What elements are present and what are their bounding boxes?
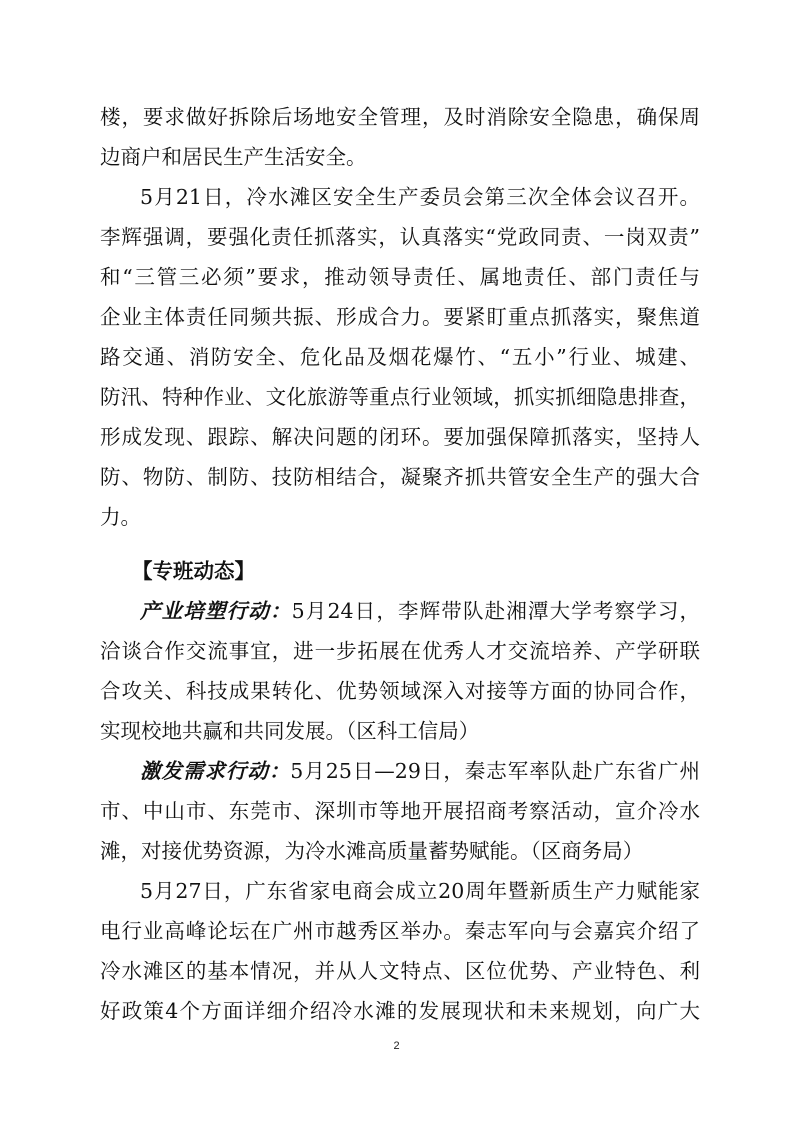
paragraph-line: 市、中山市、东莞市、深圳市等地开展招商考察活动，宣介冷水 — [100, 799, 700, 823]
paragraph-line: 企业主体责任同频共振、形成合力。要紧盯重点抓落实，聚焦道 — [100, 305, 700, 329]
paragraph-line: 洽谈合作交流事宜，进一步拓展在优秀人才交流培养、产学研联 — [100, 639, 700, 663]
paragraph-line: 滩，对接优势资源，为冷水滩高质量蓄势赋能。（区商务局） — [100, 839, 644, 863]
paragraph-line: 好政策4个方面详细介绍冷水滩的发展现状和未来规划，向广大 — [100, 999, 700, 1023]
paragraph-line: 5月27日，广东省家电商会成立20周年暨新质生产力赋能家 — [140, 879, 700, 903]
paragraph-line: 防、物防、制防、技防相结合，凝聚齐抓共管安全生产的强大合 — [100, 465, 700, 489]
page-number: 2 — [393, 1040, 400, 1052]
paragraph-line: 形成发现、跟踪、解决问题的闭环。要加强保障抓落实，坚持人 — [100, 425, 700, 449]
paragraph-line: 合攻关、科技成果转化、优势领域深入对接等方面的协同合作， — [100, 679, 700, 703]
item-first-line — [140, 751, 700, 791]
paragraph-line: 李辉强调，要强化责任抓落实，认真落实“党政同责、一岗双责” — [100, 225, 700, 249]
paragraph-line: 5月21日，冷水滩区安全生产委员会第三次全体会议召开。 — [140, 185, 700, 209]
paragraph-line: 电行业高峰论坛在广州市越秀区举办。秦志军向与会嘉宾介绍了 — [100, 919, 700, 943]
item-first-line — [140, 591, 700, 631]
item-text: 5月24日，李辉带队赴湘潭大学考察学习， — [291, 599, 700, 623]
item-label: 激发需求行动： — [140, 759, 291, 783]
paragraph-line: 防汛、特种作业、文化旅游等重点行业领域，抓实抓细隐患排查， — [100, 385, 700, 409]
paragraph-line: 冷水滩区的基本情况，并从人文特点、区位优势、产业特色、利 — [100, 959, 700, 983]
paragraph-line: 边商户和居民生产生活安全。 — [100, 145, 367, 169]
paragraph-line: 路交通、消防安全、危化品及烟花爆竹、“五小”行业、城建、 — [100, 345, 700, 369]
paragraph-line: 楼，要求做好拆除后场地安全管理，及时消除安全隐患，确保周 — [100, 105, 700, 129]
paragraph-line: 实现校地共赢和共同发展。（区科工信局） — [100, 719, 480, 743]
item-text: 5月25日—29日，秦志军率队赴广东省广州 — [290, 759, 701, 783]
paragraph-line: 和“三管三必须”要求，推动领导责任、属地责任、部门责任与 — [100, 265, 700, 289]
section-heading: 【专班动态】 — [132, 559, 255, 583]
paragraph-line: 力。 — [100, 505, 141, 529]
item-label: 产业培塑行动： — [140, 599, 292, 623]
